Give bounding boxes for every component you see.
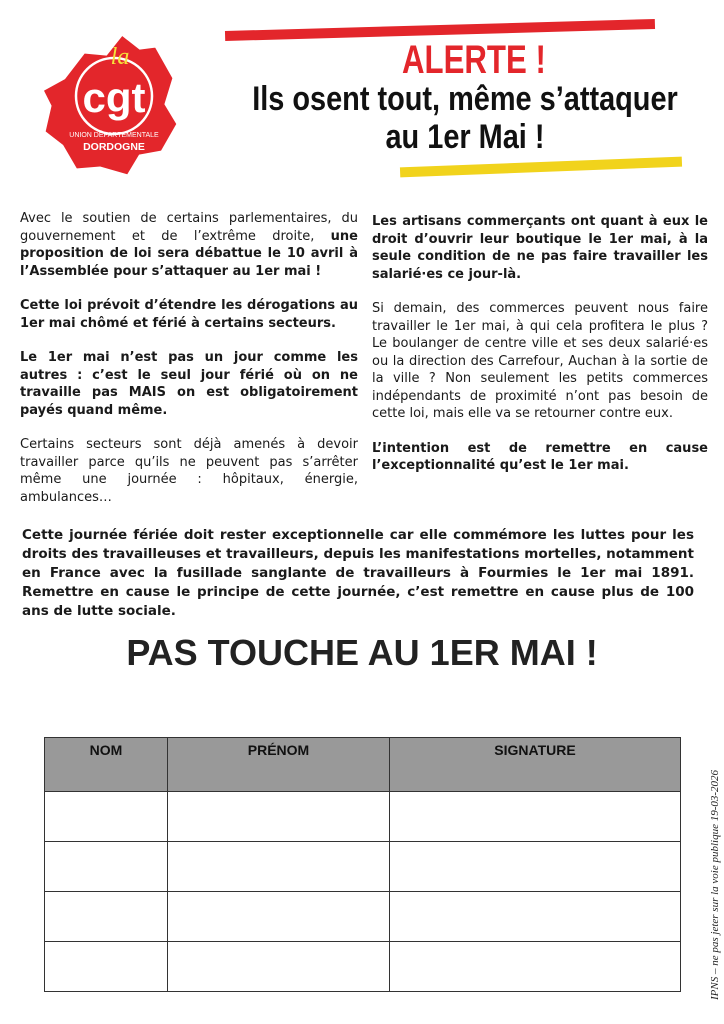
nom-cell[interactable] <box>45 942 168 992</box>
right-paragraph-1: Les artisans commerçants ont quant à eux le droit d’ouvrir leur boutique le 1er mai, à la seule condition de ne pas faire travailler les salarié·es ce jour-là. <box>372 214 708 282</box>
table-row <box>45 842 681 892</box>
nom-cell[interactable] <box>45 792 168 842</box>
column-header-signature: SIGNATURE <box>390 738 681 792</box>
headline-line-2: au 1er Mai ! <box>385 118 545 156</box>
bottom-paragraph: Cette journée fériée doit rester exceptionnelle car elle commémore les luttes pour les droits des travailleuses et travailleurs, depuis les manifestations mortelles, notamment en France avec la fusillade sanglante de travailleurs à Fourmies le 1er mai 1891. Remettre en cause le principe de cette journée, c’est remettre en cause plus de 100 ans de lutte sociale. <box>22 527 694 619</box>
yellow-stripe <box>400 157 682 178</box>
signature-cell[interactable] <box>390 892 681 942</box>
prenom-cell[interactable] <box>167 892 389 942</box>
alert-title: ALERTE ! <box>402 38 546 82</box>
signature-cell[interactable] <box>390 792 681 842</box>
table-row <box>45 792 681 842</box>
left-paragraph-3: Le 1er mai n’est pas un jour comme les autres : c’est le seul jour férié où on ne travaille pas MAIS on est obligatoirement payés quand même. <box>20 350 358 418</box>
logo-brand: la <box>110 44 130 70</box>
left-paragraph-4: Certains secteurs sont déjà amenés à devoir travailler parce qu’ils ne peuvent pas s’arrêter même une journée : hôpitaux, énergie, ambulances… <box>20 437 358 505</box>
left-column <box>20 210 358 523</box>
left-paragraph-2: Cette loi prévoit d’étendre les dérogations au 1er mai chômé et férié à certains secteurs. <box>20 298 358 331</box>
logo-name: cgt <box>82 74 146 121</box>
headline <box>240 80 691 156</box>
right-column <box>372 213 708 492</box>
cgt-logo <box>36 20 186 180</box>
logo-region: DORDOGNE <box>83 141 145 153</box>
nom-cell[interactable] <box>45 842 168 892</box>
side-note: IPNS – ne pas jeter sur la voie publique 19-03-2026 <box>709 769 721 1000</box>
table-row <box>45 892 681 942</box>
headline-line-1: Ils osent tout, même s’attaquer <box>252 80 678 118</box>
signature-cell[interactable] <box>390 942 681 992</box>
prenom-cell[interactable] <box>167 792 389 842</box>
signature-cell[interactable] <box>390 842 681 892</box>
prenom-cell[interactable] <box>167 942 389 992</box>
table-header-row <box>45 738 681 792</box>
column-header-prenom: PRÉNOM <box>167 738 389 792</box>
right-paragraph-2: Si demain, des commerces peuvent nous faire travailler le 1er mai, à qui cela profitera le plus ? Le boulanger de centre ville et ses deux salarié·es ou la direction des Carrefour, Auchan à la sortie de la ville ? Non seulement les petits commerces indépendants de proximité n’ont pas besoin de cette loi, mais elle va se retourner contre eux. <box>372 301 708 421</box>
slogan: PAS TOUCHE AU 1ER MAI ! <box>126 632 598 673</box>
nom-cell[interactable] <box>45 892 168 942</box>
column-header-nom: NOM <box>45 738 168 792</box>
signature-table <box>44 737 681 992</box>
logo-subtitle: UNION DÉPARTEMENTALE <box>69 132 159 139</box>
right-paragraph-3: L’intention est de remettre en cause l’exceptionnalité qu’est le 1er mai. <box>372 440 708 473</box>
table-row <box>45 942 681 992</box>
prenom-cell[interactable] <box>167 842 389 892</box>
left-paragraph-1: Avec le soutien de certains parlementaires, du gouvernement et de l’extrême droite, une proposition de loi sera débattue le 10 avril à l’Assemblée pour s’attaquer au 1er mai ! <box>20 211 358 279</box>
